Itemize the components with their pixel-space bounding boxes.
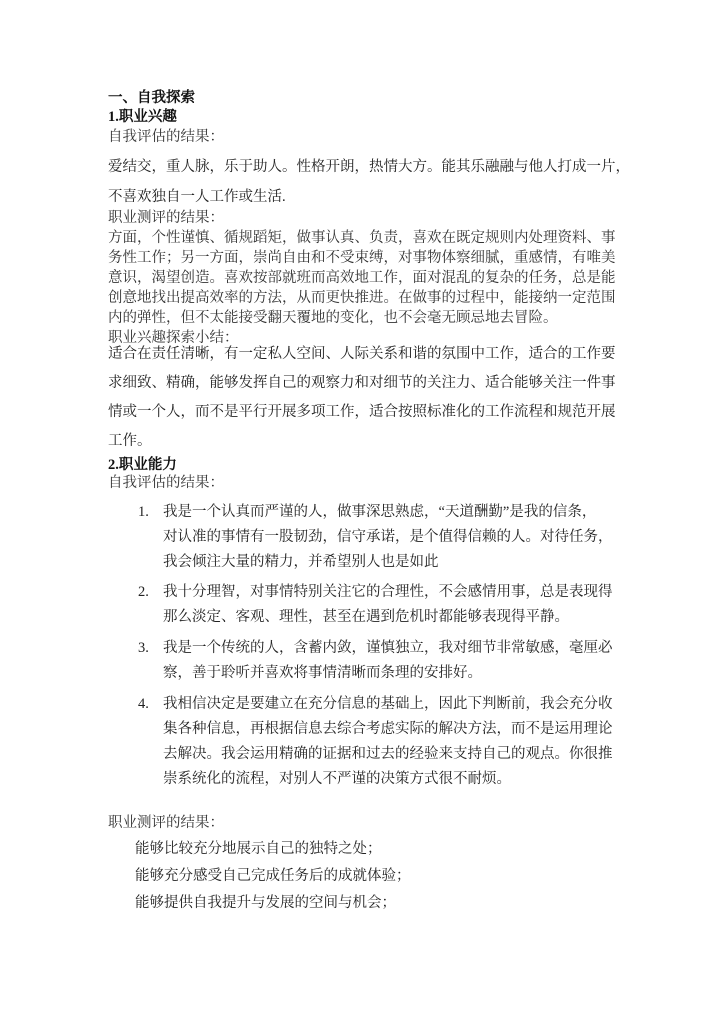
text-line: 创意地找出提高效率的方法，从而更快推进。在做事的过程中，能接纳一定范围 — [108, 290, 616, 306]
interest-self-label — [108, 127, 224, 147]
ability-test-text — [135, 836, 411, 917]
list-number: 4. — [138, 696, 149, 712]
text-line: 我相信决定是要建立在充分信息的基础上，因此下判断前，我会充分收 — [163, 696, 613, 712]
text-line: 察，善于聆听并喜欢将事情清晰而条理的安排好。 — [163, 665, 482, 681]
list-item — [108, 580, 613, 630]
text-line: 那么淡定、客观、理性，甚至在遇到危机时都能够表现得平静。 — [163, 609, 569, 625]
list-item — [108, 636, 613, 686]
text-line: 集各种信息，再根据信息去综合考虑实际的解决方法，而不是运用理论 — [163, 721, 613, 737]
text-line: 我会倾注大量的精力，并希望别人也是如此 — [163, 554, 439, 570]
text-line: 我是一个认真而严谨的人，做事深思熟虑，“天道酬勤”是我的信条， — [163, 504, 597, 520]
text-line: 方面，个性谨慎、循规蹈矩，做事认真、负责，喜欢在既定规则内处理资料、事 — [108, 230, 616, 246]
section-title: 一、自我探索 — [108, 90, 195, 106]
text-line: 能够比较充分地展示自己的独特之处； — [135, 841, 382, 857]
text-line: 意识，渴望创造。喜欢按部就班而高效地工作，面对混乱的复杂的任务，总是能 — [108, 270, 616, 286]
text-line: 适合在责任清晰，有一定私人空间、人际关系和谐的氛围中工作，适合的工作要 — [108, 346, 616, 362]
list-number: 1. — [138, 504, 149, 520]
text-line: 务性工作；另一方面，崇尚自由和不受束缚，对事物体察细腻，重感情，有唯美 — [108, 250, 616, 266]
text-line: 我是一个传统的人，含蓄内敛，谨慎独立，我对细节非常敏感，毫厘必 — [163, 640, 613, 656]
text-line: 崇系统化的流程，对别人不严谨的决策方式很不耐烦。 — [163, 771, 511, 787]
text-line: 爱结交，重人脉，乐于助人。性格开朗，热情大方。能其乐融融与他人打成一片， — [108, 159, 630, 175]
list-number: 3. — [138, 640, 149, 656]
label-text: 职业兴趣探索小结： — [108, 330, 239, 346]
interest-self-text — [108, 152, 630, 212]
text-line: 内的弹性，但不太能接受翻天覆地的变化，也不会毫无顾忌地去冒险。 — [108, 310, 558, 326]
text-line: 对认准的事情有一股韧劲，信守承诺，是个值得信赖的人。对待任务， — [163, 529, 613, 545]
text-line: 能够充分感受自己完成任务后的成就体验； — [135, 868, 411, 884]
label-text: 自我评估的结果： — [108, 475, 224, 491]
ability-self-label — [108, 473, 224, 493]
ability-test-label — [108, 813, 224, 833]
label-text: 自我评估的结果： — [108, 129, 224, 145]
label-text: 职业测评的结果： — [108, 815, 224, 831]
text-line: 求细致、精确，能够发挥自己的观察力和对细节的关注力、适合能够关注一件事 — [108, 375, 616, 391]
ability-heading: 2.职业能力 — [108, 457, 177, 473]
label-text: 职业测评的结果： — [108, 210, 224, 226]
interest-heading: 1.职业兴趣 — [108, 109, 177, 125]
interest-test-text — [108, 208, 616, 348]
list-item — [108, 692, 613, 792]
text-line: 不喜欢独自一人工作或生活. — [108, 189, 286, 205]
text-line: 情或一个人，而不是平行开展多项工作，适合按照标准化的工作流程和规范开展 — [108, 404, 616, 420]
text-line: 我十分理智，对事情特别关注它的合理性，不会感情用事，总是表现得 — [163, 584, 613, 600]
interest-summary-text — [108, 340, 616, 456]
ability-list — [108, 500, 613, 797]
text-line: 工作。 — [108, 433, 152, 449]
text-line: 能够提供自我提升与发展的空间与机会； — [135, 895, 396, 911]
text-line: 去解决。我会运用精确的证据和过去的经验来支持自己的观点。你很推 — [163, 746, 613, 762]
list-number: 2. — [138, 584, 149, 600]
list-item — [108, 500, 613, 575]
